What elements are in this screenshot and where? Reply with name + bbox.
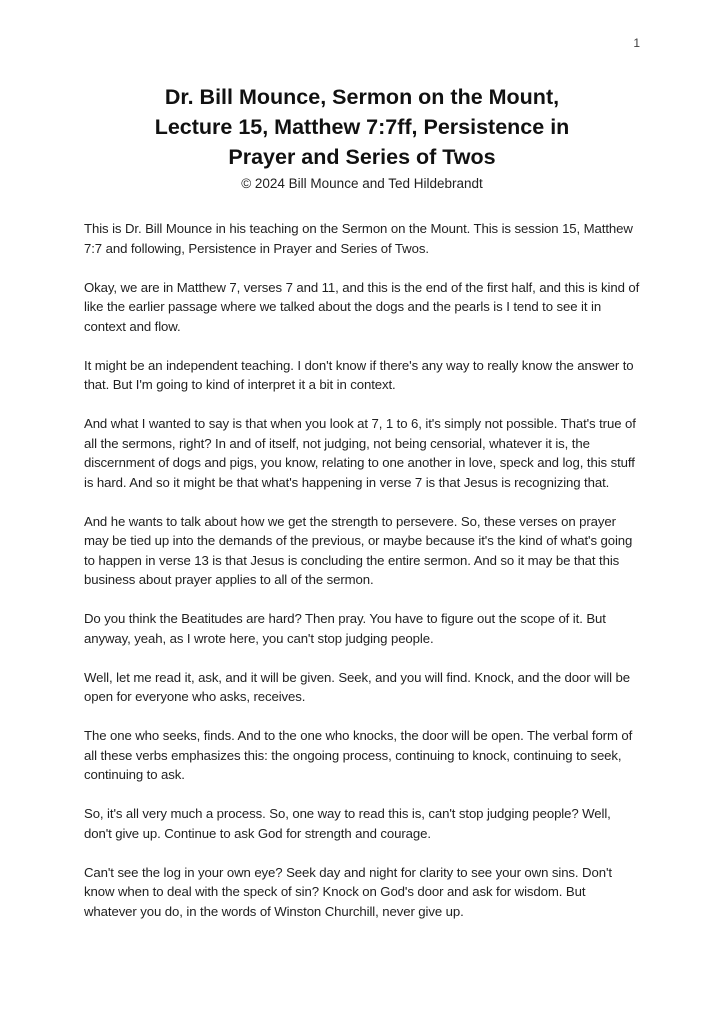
copyright-line: © 2024 Bill Mounce and Ted Hildebrandt bbox=[241, 176, 483, 191]
document-body bbox=[84, 219, 640, 921]
paragraph: And what I wanted to say is that when you look at 7, 1 to 6, it's simply not possible. That's true of all the sermons, right? In and of itself, not judging, not being censorial, whatever it is, the discernment of dogs and pigs, you know, relating to one another in love, speck and log, this stuff is hard. And so it might be that what's happening in verse 7 is that Jesus is recognizing that. bbox=[84, 416, 636, 490]
paragraph: Do you think the Beatitudes are hard? Then pray. You have to figure out the scope of it. But anyway, yeah, as I wrote here, you can't stop judging people. bbox=[84, 611, 606, 646]
paragraph: Okay, we are in Matthew 7, verses 7 and 11, and this is the end of the first half, and this is kind of like the earlier passage where we talked about the dogs and the pearls is I tend to see it in context and flow. bbox=[84, 279, 640, 334]
paragraph: This is Dr. Bill Mounce in his teaching on the Sermon on the Mount. This is session 15, Matthew 7:7 and following, Persistence in Prayer and Series of Twos. bbox=[84, 221, 633, 256]
title-line-1: Dr. Bill Mounce, Sermon on the Mount, bbox=[164, 85, 560, 109]
title-line-2: Lecture 15, Matthew 7:7ff, Persistence in bbox=[154, 115, 570, 139]
paragraph: So, it's all very much a process. So, one way to read this is, can't stop judging people? Well, don't give up. Continue to ask God for strength and courage. bbox=[84, 806, 611, 841]
title-line-3: Prayer and Series of Twos bbox=[228, 145, 496, 169]
paragraph: Can't see the log in your own eye? Seek day and night for clarity to see your own sins. Don't know when to deal with the speck of sin? Knock on God's door and ask for wisdom. But whatever you do, in the words of Winston Churchill, never give up. bbox=[84, 864, 612, 919]
document-title bbox=[84, 82, 640, 172]
page-number: 1 bbox=[633, 36, 640, 50]
paragraph: And he wants to talk about how we get the strength to persevere. So, these verses on prayer may be tied up into the demands of the previous, or maybe because it's the kind of what's going to happen in verse 13 is that Jesus is concluding the entire sermon. And so it may be that this business about prayer applies to all of the sermon. bbox=[84, 513, 633, 587]
paragraph: Well, let me read it, ask, and it will be given. Seek, and you will find. Knock, and the door will be open for everyone who asks, receives. bbox=[84, 669, 631, 704]
paragraph: It might be an independent teaching. I don't know if there's any way to really know the answer to that. But I'm going to kind of interpret it a bit in context. bbox=[84, 357, 634, 392]
paragraph: The one who seeks, finds. And to the one who knocks, the door will be open. The verbal form of all these verbs emphasizes this: the ongoing process, continuing to knock, continuing to seek, continuing to ask. bbox=[84, 728, 633, 782]
